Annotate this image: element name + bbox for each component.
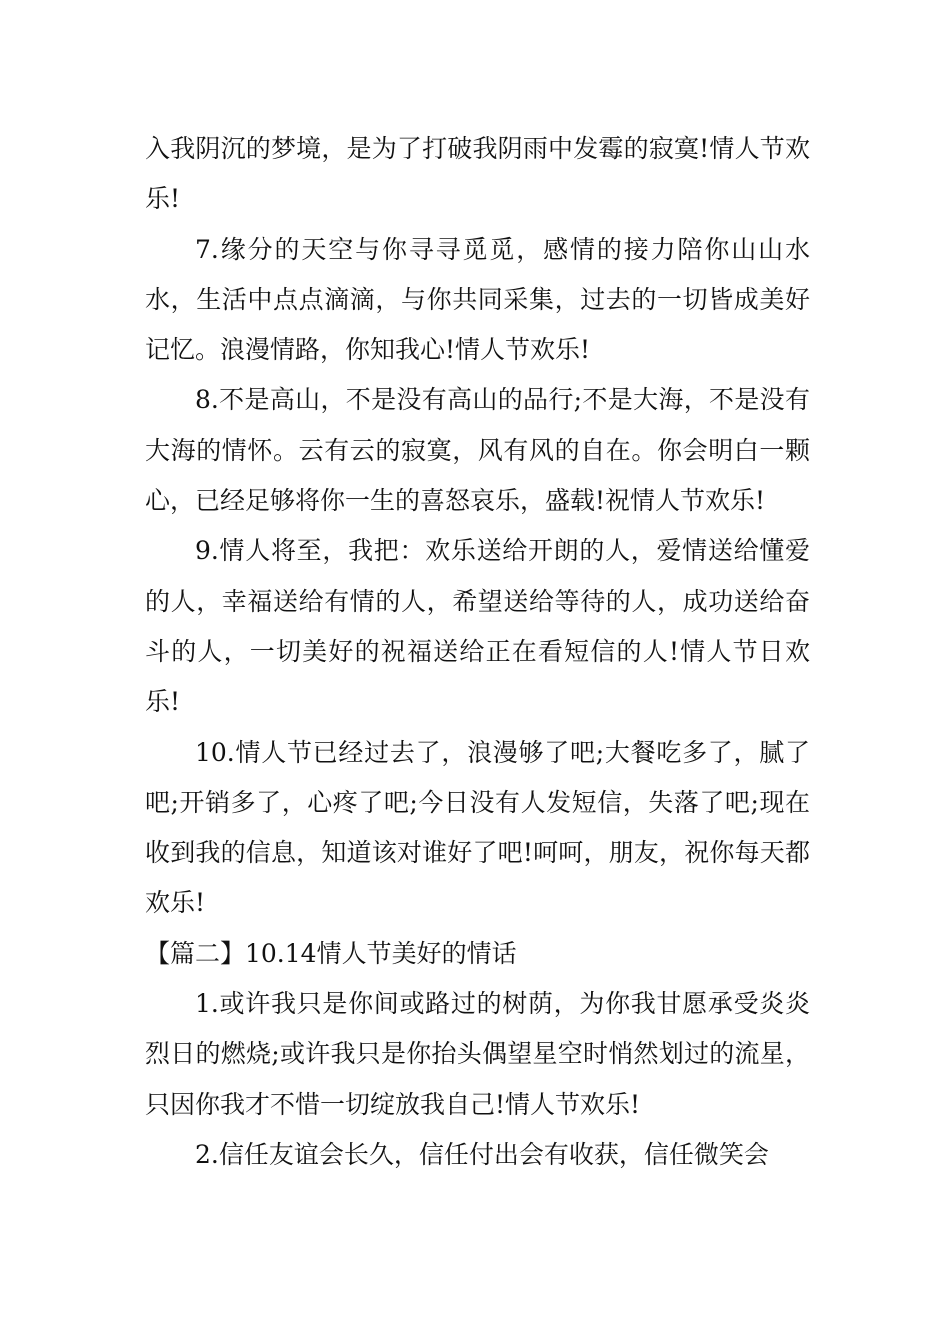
section-paragraph-item-2: 2.信任友谊会长久，信任付出会有收获，信任微笑会 (195, 1139, 769, 1169)
paragraph-item-7: 7.缘分的天空与你寻寻觅觅，感情的接力陪你山山水水，生活中点点滴滴，与你共同采集，过去的一切皆成美好记忆。浪漫情路，你知我心!情人节欢乐! (145, 234, 810, 365)
paragraph-item-8: 8.不是高山，不是没有高山的品行;不是大海，不是没有大海的情怀。云有云的寂寞，风有风的自在。你会明白一颗心，已经足够将你一生的喜怒哀乐，盛载!祝情人节欢乐! (145, 385, 810, 516)
paragraph-continuation: 入我阴沉的梦境，是为了打破我阴雨中发霉的寂寞!情人节欢乐! (145, 134, 810, 214)
paragraph-item-9: 9.情人将至，我把：欢乐送给开朗的人，爱情送给懂爱的人，幸福送给有情的人，希望送给等待的人，成功送给奋斗的人，一切美好的祝福送给正在看短信的人!情人节日欢乐! (145, 536, 810, 717)
document-body (145, 124, 810, 1180)
section-heading: 【篇二】10.14情人节美好的情话 (145, 938, 517, 968)
paragraph-item-10: 10.情人节已经过去了，浪漫够了吧;大餐吃多了，腻了吧;开销多了，心疼了吧;今日没有人发短信，失落了吧;现在收到我的信息，知道该对谁好了吧!呵呵，朋友，祝你每天都欢乐! (145, 737, 810, 918)
section-paragraph-item-1: 1.或许我只是你间或路过的树荫，为你我甘愿承受炎炎烈日的燃烧;或许我只是你抬头偶望星空时悄然划过的流星，只因你我才不惜一切绽放我自己!情人节欢乐! (145, 989, 810, 1119)
